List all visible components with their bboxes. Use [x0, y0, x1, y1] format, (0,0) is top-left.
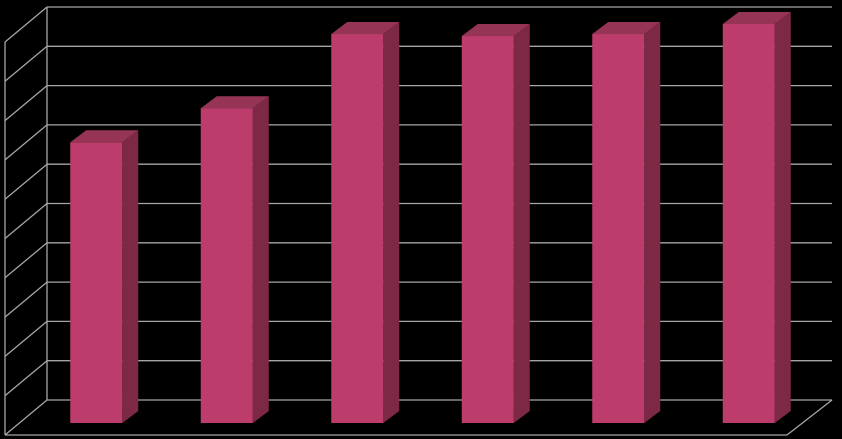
side-wall-gridline — [5, 125, 47, 160]
bar-side-5 — [644, 22, 660, 423]
side-wall-gridline — [5, 400, 47, 435]
bar-6 — [723, 24, 775, 423]
bar-3 — [331, 34, 383, 423]
side-wall-gridline — [5, 164, 47, 199]
side-wall-gridline — [5, 243, 47, 278]
bar-5 — [592, 34, 644, 423]
side-wall-gridline — [5, 86, 47, 121]
bar-side-6 — [775, 12, 791, 423]
bar-side-2 — [253, 96, 269, 423]
side-wall-gridline — [5, 46, 47, 81]
bar-side-3 — [383, 22, 399, 423]
side-wall-gridline — [5, 204, 47, 239]
bar-2 — [201, 108, 253, 423]
bar-1 — [70, 142, 122, 423]
side-wall-gridline — [5, 321, 47, 356]
floor-right-edge — [787, 400, 832, 435]
side-wall-gridline — [5, 7, 47, 42]
side-wall-gridline — [5, 282, 47, 317]
bar-side-4 — [514, 24, 530, 423]
bar-4 — [462, 36, 514, 423]
side-wall-gridline — [5, 361, 47, 396]
bar-side-1 — [122, 130, 138, 423]
